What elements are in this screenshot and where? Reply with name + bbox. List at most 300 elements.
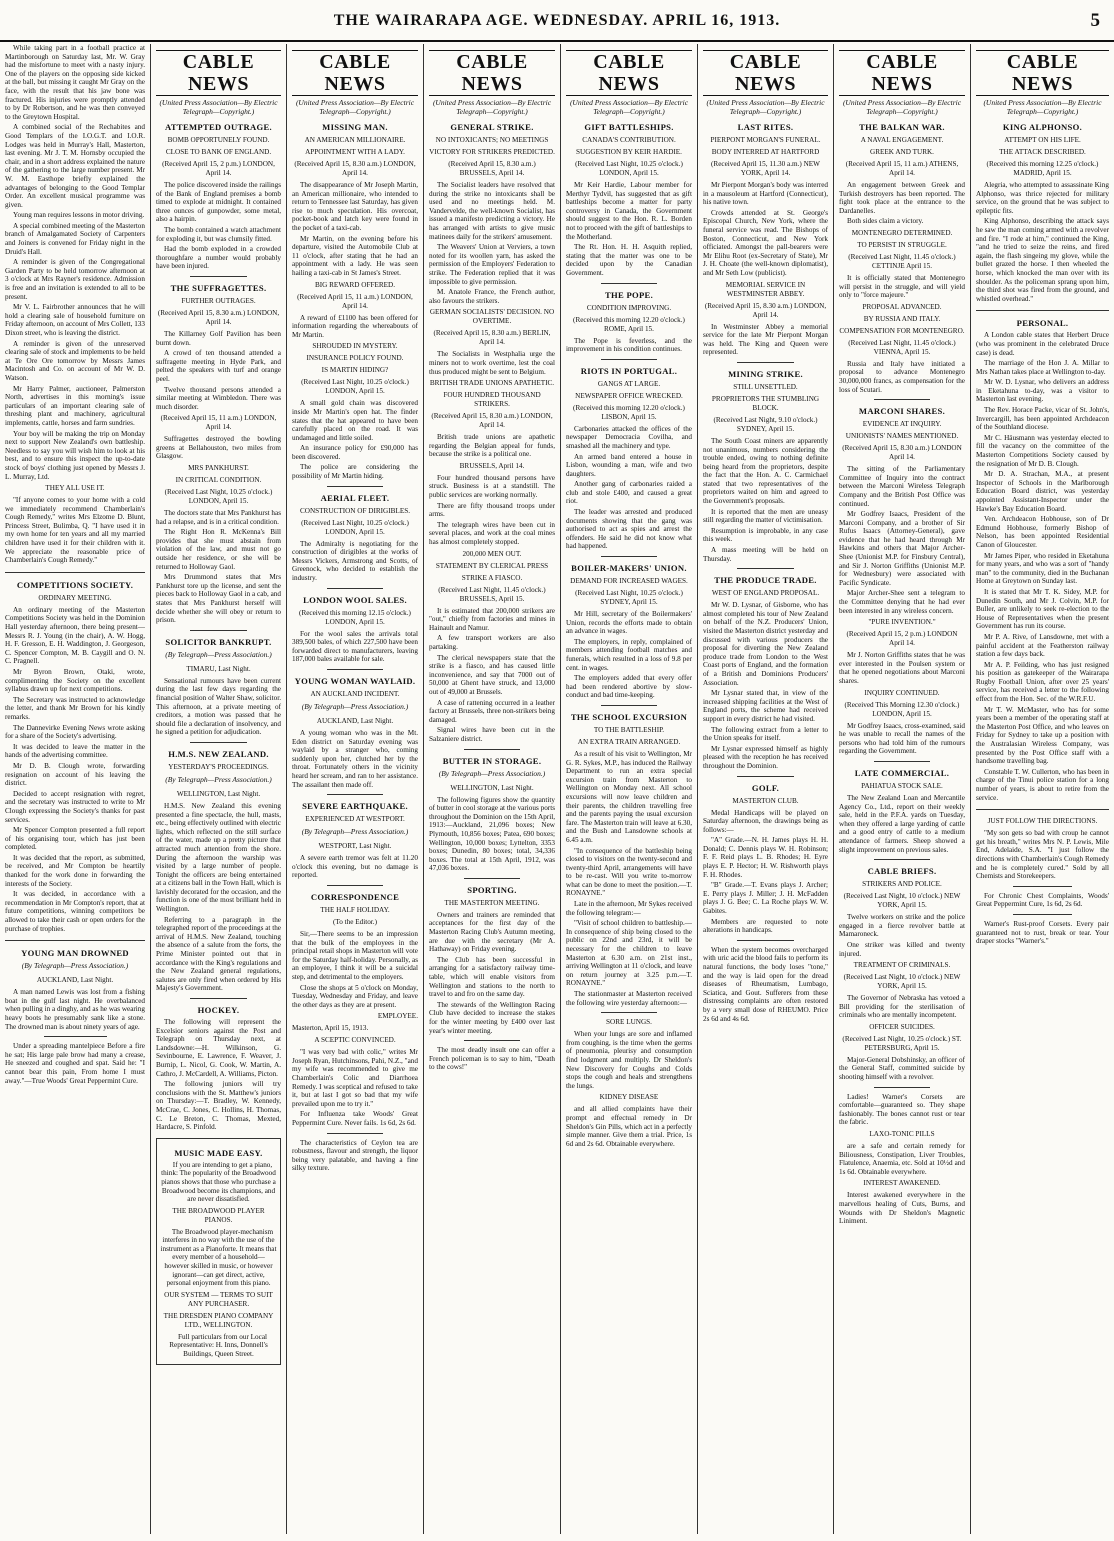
article-heading: KING ALPHONSO. <box>1002 122 1083 132</box>
article-heading: GENERAL STRIKE. <box>450 122 534 132</box>
article-paragraph: "I was very bad with colic," writes Mr Joseph Ryan, Hutchinsons, Pahi, N.Z., "and my wife was recommended to give me Chamberlain's Colic and Diarrhoea Remedy. I was sceptical and refused to take it, but at last I got so bad that my wife prevailed upon me to try it." <box>292 1048 418 1108</box>
subheading: PAHIATUA STOCK SALE. <box>861 781 943 790</box>
column-4 <box>423 44 560 1534</box>
subheading: AN AUCKLAND INCIDENT. <box>310 690 400 698</box>
column-7 <box>833 44 970 1534</box>
article-heading: LONDON WOOL SALES. <box>303 594 407 605</box>
article-paragraph: Russia and Italy have initiated a proposal to advance Montenegro 30,000,000 francs, as compensation for the loss of Scutari. <box>839 359 965 394</box>
subheading: GANGS AT LARGE. <box>597 379 661 388</box>
divider <box>190 998 246 999</box>
article-paragraph: King Alphonso, describing the attack says he saw the man coming armed with a revolver and fire. "I rode at him," continued the King, "and he tried to seize the reins, and fired again, the flash singeing my glove, while the bullet grazed the horse. I then wheeled the horse, which knocked the man over with its shoulder. As the policeman sprang upon him, the third shot was fired from the ground, and whistled overhead." <box>976 217 1109 303</box>
subheading: BIG REWARD OFFERED. <box>314 280 396 289</box>
article-paragraph: Suffragettes destroyed the bowling greens at Bellahouston, two miles from Glasgow. <box>156 435 281 461</box>
divider <box>737 362 793 363</box>
divider <box>5 572 145 573</box>
subheading: IS MARTIN HIDING? <box>321 366 389 375</box>
dateline: (Received April 15, 11 a.m.) LONDON, April 14. <box>297 292 413 310</box>
article-paragraph: Mr Pierpont Morgan's body was interred in a mausoleum at Hartford (Connecticut), his native town. <box>703 181 828 207</box>
article-paragraph: Mr C. Häusmann was yesterday elected to fill the vacancy on the committee of the Masterton Competitions Society caused by the resignation of Mr D. B. Clough. <box>976 433 1109 468</box>
article-paragraph: A case of rattening occurred in a leather factory at Brussels, three non-strikers being damaged. <box>429 698 555 724</box>
subheading: DEMAND FOR INCREASED WAGES. <box>570 577 688 586</box>
article-paragraph: One striker was killed and twenty injured. <box>839 940 965 958</box>
article-paragraph: For Chronic Chest Complaints, Woods' Great Peppermint Cure, 1s 6d, 2s 6d. <box>976 891 1109 909</box>
article-paragraph: The Secretary was instructed to acknowledge the letter, and thank Mr Brown for his kindly remarks. <box>5 695 145 721</box>
divider <box>327 885 384 886</box>
subheading: "PURE INVENTION." <box>868 618 936 627</box>
article-paragraph: H.M.S. New Zealand this evening presented a fine spectacle, the hull, masts, etc., being effectively outlined with electric lights, which reflected on the still surface of the water, made up a pretty picture that attracted much attention from the shore. During the afternoon the warship was visited by a large number of people. Tonight the officers are being entertained at a citizens ball in the Town Hall, which is lavishly decorated for the occasion, and the function is one of the most brilliant held in Wellington. <box>156 801 281 914</box>
article-heading: MISSING MAN. <box>322 122 388 132</box>
article-paragraph: When the system becomes overcharged with uric acid the blood fails to perform its natural functions, the body loses "tone," and the way is laid open for the dread diseases of Rheumatism, Lumbago, Sciatica, and Gout. Sufferers from these distressing complaints are often restored by a very small dose of RHEUMO. Price 2s 6d and 4s 6d. <box>703 945 828 1023</box>
subheading: ATTEMPT ON HIS LIFE. <box>1004 136 1081 144</box>
article-paragraph: Twelve thousand persons attended a similar meeting at Wimbledon. There was much disorder. <box>156 385 281 411</box>
article-paragraph: Resumption is improbable, in any case this week. <box>703 526 828 544</box>
article-heading: PERSONAL. <box>1016 318 1069 329</box>
dateline: (Received Last Night, 10.25 o'clock.) ST. PETERSBURG, April 15. <box>842 1034 962 1052</box>
subheading: BODY INTERRED AT HARTFORD <box>711 148 820 156</box>
subheading: SORE LUNGS. <box>606 1018 652 1027</box>
subheading: FOUR HUNDRED THOUSAND STRIKERS. <box>443 391 541 409</box>
divider <box>327 1133 384 1134</box>
article-paragraph: Members are requested to note alterations in handicaps. <box>703 917 828 935</box>
article-paragraph: The bomb contained a watch attachment for exploding it, but was clumsily fitted. <box>156 225 281 243</box>
subheading: INQUIRY CONTINUED. <box>864 688 940 697</box>
article-heading: THE BALKAN WAR. <box>859 122 945 132</box>
subheading: PIERPONT MORGAN'S FUNERAL. <box>710 136 821 144</box>
article-paragraph: Carbonaries attacked the offices of the newspaper Democracia Covilha, and smashed all the machinery and type. <box>566 424 692 450</box>
dateline: (Received April 15, 8.30 a.m.) BRUSSELS, April 14. <box>448 160 536 177</box>
article-heading: CABLE BRIEFS. <box>867 866 937 877</box>
subheading: STRIKERS AND POLICE. <box>862 880 942 889</box>
article-paragraph: Referring to a paragraph in the telegraphed report of the proceedings at the arrival of H.M.S. New Zealand, touching the absence of a salute from the forts, the Prime Minister pointed out that in accordance with the King's regulations and the New Zealand general regulations, salutes are only fired when ordered by His Majesty's Government. <box>156 915 281 993</box>
subheading: PROPRIETORS THE STUMBLING BLOCK. <box>711 394 820 412</box>
article-heading: COMPETITIONS SOCIETY. <box>16 579 134 590</box>
article-paragraph: Mr J. Norton Griffiths states that he was ever interested in the Poulsen system or that he opened negotiations about Marconi shares. <box>839 651 965 685</box>
article-heading: RIOTS IN PORTUGAL. <box>580 365 678 376</box>
article-heading: H.M.S. NEW ZEALAND. <box>168 748 269 759</box>
article-paragraph: Late in the afternoon, Mr Sykes received the following telegram:— <box>566 900 692 917</box>
subheading: VICTORY FOR STRIKERS PREDICTED. <box>429 148 555 156</box>
cable-news-banner: CABLE NEWS <box>566 50 692 96</box>
subheading: WEST OF ENGLAND PROPOSAL. <box>711 589 820 598</box>
article-paragraph: The telegraph wires have been cut in several places, and work at the coal mines has almost completely stopped. <box>429 520 555 547</box>
cable-news-credit: (United Press Association—By Electric Telegraph—Copyright.) <box>706 98 825 116</box>
ad-subheading: THE BROADWOOD PLAYER PIANOS. <box>172 1206 265 1224</box>
article-paragraph: Mr Martin, on the evening before his departure, visited the Automobile Club at 11 o'clock, after stating that he had an appointment with a lady. He was seen hailing a taxi-cab in St James's Street. <box>292 234 418 277</box>
subheading: LAXO-TONIC PILLS <box>869 1130 935 1139</box>
article-paragraph: Mr Lysnar stated that, in view of the increased shipping facilities at the West of England ports, the scheme had received support in every district he had visited. <box>703 689 828 723</box>
article-paragraph: and all allied complaints have their prompt and effectual remedy in Dr Sheldon's Gin Pills, which act in a perfectly simple manner. Give them a trial. Price, 1s 6d and 2s 6d. Obtainable everywhere. <box>566 1105 692 1148</box>
article-paragraph: Constable T. W. Cullerton, who has been in charge of the Tinui police station for a long number of years, is about to retire from the service. <box>976 767 1109 802</box>
article-paragraph: The most deadly insult one can offer a French policeman is to say to him, "Death to the cows!" <box>429 1046 555 1072</box>
article-paragraph: The doctors state that Mrs Pankhurst has had a relapse, and is in a critical condition. <box>156 509 281 526</box>
cable-news-banner: CABLE NEWS <box>976 50 1109 96</box>
divider <box>327 669 384 670</box>
article-paragraph: Mr Godfrey Isaacs, cross-examined, said he was unable to recall the names of the persons who had told him of the rumours regarding the Government. <box>839 721 965 756</box>
subheading: INTEREST AWAKENED. <box>863 1179 941 1188</box>
credit-line: (By Telegraph—Press Association.) <box>301 827 409 837</box>
article-paragraph: In Westminster Abbey a memorial service for the late Mr Pierpont Morgan was held. The King and Queen were represented. <box>703 322 828 357</box>
article-paragraph: Mr V. L. Fairbrother announces that he will hold a clearing sale of household furniture on Friday afternoon, on account of Mrs Collett, 133 Dixon street, who is leaving the district. <box>5 303 145 337</box>
cable-news-banner: CABLE NEWS <box>156 50 281 96</box>
dateline: (Received this morning 12.25 o'clock.) MADRID, April 15. <box>986 160 1099 177</box>
subheading: STATEMENT BY CLERICAL PRESS <box>435 561 549 570</box>
article-paragraph: The Killarney Golf Pavilion has been burnt down. <box>156 329 281 347</box>
article-paragraph: It was decided, in accordance with a recommendation in Mr Compton's report, that at future competitions, winning competitors be allowed to take their cash or open orders for the purchase of trophies. <box>5 890 145 933</box>
article-paragraph: Mr Godfrey Isaacs, President of the Marconi Company, and a brother of Sir Rufus Isaacs (Attorney-General), gave evidence that he had heard through Mr Hawkins and others that Major Archer-Shee (Unionist M.P. for Finsbury Central), and Sir J. Norton Griffiths (Unionist M.P. for Wednesbury) were associated with Pacific Syndicate. <box>839 510 965 587</box>
article-paragraph: The South Coast miners are apparently not unanimous, numbers considering the trouble ended, owing to nothing definite being heard from the proprietors, despite the fact that the Hon. A. C. Carmichael stated that two representatives of the proprietors waited on him and agreed to the Government's proposals. <box>703 436 828 506</box>
article-heading: THE SUFFRAGETTES. <box>170 282 267 293</box>
subheading: GREEK AND TURK. <box>870 148 934 156</box>
article-heading: ATTEMPTED OUTRAGE. <box>165 122 272 132</box>
subheading: INSURANCE POLICY FOUND. <box>306 354 404 363</box>
article-paragraph: A combined social of the Rechabites and Good Templars of the I.O.G.T. and I.O.R. Lodges was held in Murray's Hall, Masterton, last evening. Mr J. T. M. Hornsby occupied the chair, and in a short address explained the nature of the gathering to the large number present. Mr W. M. Easthope briefly explained the advantages of belonging to the Good Templar Order. An excellent musical programme was given. <box>5 123 146 209</box>
article-paragraph: are a safe and certain remedy for Biliousness, Constipation, Liver Troubles, Flatulence, Anaemia, etc. Sold at 10½d and 1s 6d. Obtainable everywhere. <box>839 1142 965 1176</box>
subheading: AN EXTRA TRAIN ARRANGED. <box>577 737 681 746</box>
article-paragraph: For the wool sales the arrivals total 389,500 bales, of which 227,500 have been forwarded direct to manufacturers, leaving 187,000 bales available for sale. <box>292 629 418 664</box>
divider <box>737 940 793 941</box>
article-paragraph: Four hundred thousand persons have struck. Business is at a standstill. The public services are working normally. <box>429 473 555 500</box>
ad-text: The Broadwood player-mechanism interferes in no way with the use of the instrument as a Pianoforte. It means that every member of a household—however skilled in music, or however ignorant—can get direct, active, personal enjoyment from this piano. <box>160 1227 277 1288</box>
cable-news-credit: (United Press Association—By Electric Telegraph—Copyright.) <box>983 98 1102 116</box>
page-number: 5 <box>1090 10 1100 31</box>
article-paragraph: Had the bomb exploded in a crowded thoroughfare a number would probably have been injured. <box>156 245 281 271</box>
dateline: (Received April 15, 2 p.m.) LONDON April 14. <box>846 630 958 648</box>
divider <box>464 749 521 750</box>
article-paragraph: A man named Lewis was lost from a fishing boat in the gulf last night. He overbalanced when pulling in a dinghy, and as he was wearing heavy boots he presumably sank like a stone. The drowned man is about ninety years of age. <box>5 988 145 1031</box>
dateline: (Received April 15, 11.30 a.m.) NEW YORK, April 14. <box>711 160 820 177</box>
article-paragraph: The stationmaster at Masterton received the following wire yesterday afternoon:— <box>566 990 692 1007</box>
article-heading: SOLICITOR BANKRUPT. <box>165 636 272 647</box>
subheading: FURTHER OUTRAGES. <box>181 296 256 305</box>
subheading: A SCEPTIC CONVINCED. <box>314 1036 396 1045</box>
credit-line: (By Telegraph—Press Association.) <box>21 961 129 971</box>
article-paragraph: Mr A. P. Feilding, who has just resigned his position as gatekeeper of the Wairarapa Rugby Football Union, after over 25 years' service, has received a letter to the following effect from the Hon. Sec. of the W.R.F.U. <box>976 660 1109 704</box>
article-heading: LAST RITES. <box>737 122 794 132</box>
dateline: (Received This Morning 12.30 o'clock.) LONDON, April 15. <box>844 700 960 718</box>
article-paragraph: Your boy will be making the trip on Monday next to support New Zealand's own battleship. Needless to say you will wish him to look at his best, and to ensure this inspect the up-to-date stock of boys' clothing just opened by Messrs J. L. Murray, Ltd. <box>5 429 145 481</box>
article-paragraph: A reminder is given of the Congregational Garden Party to be held tomorrow afternoon at 3 o'clock at Mrs Rayner's residence. Admission is free and an invitation is extended to all to be present. <box>5 258 145 301</box>
subheading: IN CRITICAL CONDITION. <box>175 476 262 485</box>
article-paragraph: Crowds attended at St. George's Episcopal Church, New York, where the funeral service was read. The Bishops of Boston, Connecticut, and New York officiated. Amongst the pall-bearers were Mr Elihu Root (ex-Secretary of State), Mr J. H. Choate (the well-known diplomatist), and Mr Seth Low (publicist). <box>703 208 828 277</box>
credit-line: (By Telegraph—Press Association.) <box>438 768 546 778</box>
column-3 <box>286 44 423 1534</box>
article-paragraph: Major Archer-Shee sent a telegram to the Committee denying that he had ever been interested in any wireless concern. <box>839 589 965 615</box>
article-paragraph: Mr W. D. Lysnar, of Gisborne, who has almost completed his tour of New Zealand on behalf of the N.Z. Producers' Union, visited the Masterton district yesterday and discussed with various producers the proposal for diverting the New Zealand produce trade from London to the West Coast ports of England, and the formation of a British and Dominions Producers' Association. <box>703 601 828 687</box>
divider <box>601 556 658 557</box>
subheading: UNIONISTS' NAMES MENTIONED. <box>845 432 959 441</box>
subheading: BOMB OPPORTUNELY FOUND. <box>167 136 270 144</box>
article-paragraph: The clerical newspapers state that the strike is a fiasco, and has caused little inconvenience, and say that 7000 out of 50,000 at Ghent have struck, and 13,000 out of 49,000 at Brussels. <box>429 653 555 696</box>
article-paragraph: The Admiralty is negotiating for the construction of dirigibles at the works of Messrs Vickers, Armstrong and Scotts, of Greenock, who decided to establish the industry. <box>292 539 418 583</box>
article-paragraph: Mr Harry Palmer, auctioneer, Palmerston North, advertises in this morning's issue particulars of an important clearing sale of threshing plant and machinery, agricultural implements, cattle, horses and farm sundries. <box>5 384 145 427</box>
masthead-title: THE WAIRARAPA AGE. WEDNESDAY. APRIL 16, 1913. <box>333 12 781 29</box>
article-paragraph: Mr Hill, secretary of the Boilermakers' Union, records the efforts made to obtain an advance in wages. <box>566 610 692 636</box>
divider <box>5 940 145 941</box>
article-paragraph: The employers, in reply, complained of members attending football matches and funerals, which resulted in a loss of 9.8 per cent. in wages. <box>566 637 692 672</box>
divider <box>44 1036 107 1037</box>
article-paragraph: "Visit of school children to battleship.—In consequence of ship being closed to the public on 22nd and 23rd, it will be necessary for the children to leave Masterton at 6.30 a.m. on 21st inst., arriving Wellington at 11 o'clock, and leave on return journey at 3.25 p.m.—T. RONAYNE." <box>566 919 692 988</box>
credit-line: (By Telegraph—Press Association.) <box>165 774 272 784</box>
masthead <box>0 0 1114 42</box>
subheading: TO THE BATTLESHIP. <box>593 725 665 734</box>
article-heading: MINING STRIKE. <box>728 368 803 379</box>
divider <box>976 809 1109 810</box>
ad-text: If you are intending to get a piano, think: The popularity of the Broadwood pianos shows that those who purchase a Broadwood become its champions, and are never dissatisfied. <box>161 1160 276 1204</box>
divider <box>601 705 658 706</box>
article-paragraph: Mr T. W. McMaster, who has for some years been a member of the operating staff at the Masterton Post Office, and who leaves on Friday for Sydney to take up a position with the Australasian Wireless Company, was presented by the Post Office staff with a handsome travelling bag. <box>976 705 1109 766</box>
ad-subheading: THE DRESDEN PIANO COMPANY LTD., WELLINGTON. <box>163 1311 274 1329</box>
divider <box>874 761 931 762</box>
article-paragraph: Sensational rumours have been current during the last few days regarding the financial position of Walter Shaw, solicitor. This afternoon, at a private meeting of creditors, a motion was passed that he should file a declaration of insolvency, and he signed a petition for adjudication. <box>156 676 281 737</box>
subheading: OFFICER SUICIDES. <box>869 1022 935 1031</box>
article-paragraph: Twelve workers on strike and the police engaged in a fierce revolver battle at Mamaroneck. <box>839 913 965 939</box>
article-paragraph: The marriage of the Hon J. A. Millar to Mrs Nathan takes place at Wellington to-day. <box>976 359 1109 376</box>
subheading: MASTERTON CLUB. <box>732 796 799 805</box>
article-heading: YOUNG MAN DROWNED <box>21 948 129 959</box>
cable-news-banner: CABLE NEWS <box>839 50 965 96</box>
subheading: GERMAN SOCIALISTS' DECISION. NO OVERTIME. <box>429 308 555 326</box>
article-paragraph: Owners and trainers are reminded that acceptances for the first day of the Masterton Racing Club's Autumn meeting, are due with the secretary (Mr A. Hathaway) on Friday evening. <box>429 910 555 954</box>
subheading: SHROUDED IN MYSTERY. <box>312 342 398 351</box>
article-paragraph: Sir,—There seems to be an impression that the bulk of the employees in the principal retail shops in Masterton will vote for the Saturday half-holiday. Personally, as an employee, I think it will be a suicidal step, and detrimental to the employers. <box>292 929 418 981</box>
article-heading: BUTTER IN STORAGE. <box>442 755 542 766</box>
dateline: TIMARU, Last Night. <box>186 664 251 673</box>
article-paragraph: The Governor of Nebraska has vetoed a Bill providing for the sterilisation of criminals who are mentally incompetent. <box>839 994 965 1020</box>
article-heading: THE POPE. <box>604 289 654 300</box>
dateline: (Received April 15, 8.30 a.m.) LONDON, April 14. <box>704 301 827 319</box>
dateline: AUCKLAND, Last Night. <box>36 976 114 985</box>
article-paragraph: Medal Handicaps will be played on Saturday afternoon, the drawings being as follows:— <box>703 808 828 834</box>
column-6 <box>697 44 833 1534</box>
article-paragraph: The stewards of the Wellington Racing Club have decided to increase the stakes for the winter meeting by £400 over last year's winter meeting. <box>429 1000 555 1035</box>
dateline: (Received this morning 12.20 o'clock.) ROME, April 15. <box>573 315 685 333</box>
subheading: NEWSPAPER OFFICE WRECKED. <box>575 391 683 400</box>
subheading: CLOSE TO BANK OF ENGLAND. <box>165 148 272 156</box>
divider <box>976 310 1109 311</box>
subheading: SUGGESTION BY KEIR HARDIE. <box>576 148 682 156</box>
divider <box>874 859 931 860</box>
article-heading: SPORTING. <box>467 884 517 895</box>
divider <box>874 1087 931 1088</box>
subheading: MONTENEGRO DETERMINED. <box>851 228 953 237</box>
article-paragraph: A reward of £1100 has been offered for information regarding the whereabouts of Mr Martin. <box>292 313 418 339</box>
article-heading: THE SCHOOL EXCURSION <box>570 711 688 722</box>
divider <box>190 742 246 743</box>
dateline: (Received Last Night, 10.25 o'clock.) SYDNEY, April 15. <box>575 589 683 607</box>
article-paragraph: The Dannevirke Evening News wrote asking for a share of the Society's advertising. <box>5 723 145 741</box>
dateline: Masterton, April 15, 1913. <box>292 1024 369 1033</box>
article-heading: HOCKEY. <box>197 1005 240 1015</box>
article-paragraph: The New Zealand Loan and Mercantile Agency Co., Ltd., report on their weekly sale, held in the P.F.A. yards on Tuesday, when they offered a large yarding of cattle and a good entry of cattle to a medium attendance of farmers. Sheep showed a slight improvement on previous sales. <box>839 793 965 854</box>
article-paragraph: A London cable states that Herbert Druce (who was prominent in the celebrated Druce case) is dead. <box>976 331 1109 357</box>
divider <box>601 359 658 360</box>
divider <box>464 1040 521 1041</box>
dateline: (Received April 15, 2 p.m.) LONDON, April 14. <box>162 160 275 177</box>
dateline: (Received Last Night, 10 o'clock.) NEW YORK, April 15. <box>843 892 961 910</box>
column-2 <box>150 44 286 1534</box>
divider <box>190 630 246 631</box>
article-paragraph: Signal wires have been cut in the Salzaniere district. <box>429 726 555 743</box>
article-paragraph: Mrs Drummond states that Mrs Pankhurst tore up the license, and sent the pieces back to Holloway Gaol in a cab, and states that Mrs Pankhurst herself will decide whether she will obey or return to prison. <box>156 573 281 625</box>
article-heading: AERIAL FLEET. <box>320 492 390 503</box>
subheading: TREATMENT OF CRIMINALS. <box>853 961 951 970</box>
article-paragraph: An engagement between Greek and Turkish destroyers has been reported. The fight took place at the entrance to the Dardanelles. <box>839 181 965 215</box>
dateline: (Received April 15, 11 a.m.) LONDON, April 14. <box>160 414 277 432</box>
divider <box>601 283 658 284</box>
subheading: EXPERIENCED AT WESTPORT. <box>305 815 405 824</box>
subheading: YESTERDAY'S PROCEEDINGS. <box>168 762 269 771</box>
article-paragraph: M. Anatole France, the French author, also favours the strikers. <box>429 288 555 305</box>
article-paragraph: British trade unions are apathetic regarding the Belgian appeal for funds, because the strike is a political one. <box>429 433 555 459</box>
article-paragraph: "In consequence of the battleship being closed to visitors on the twenty-second and twenty-third April, arrangements will have to be re-cast. Will you write to-morrow what can be done to meet the position.—T. RONAYNE." <box>566 846 692 898</box>
dateline: (Received Last Night, 11.45 o'clock.) CETTINJE April 15. <box>848 252 956 270</box>
article-paragraph: The police are considering the possibility of Mr Martin hiding. <box>292 463 418 481</box>
cable-news-banner: CABLE NEWS <box>703 50 828 96</box>
credit-line: (By Telegraph—Press Association.) <box>301 702 409 711</box>
article-paragraph: Close the shops at 5 o'clock on Monday, Tuesday, Wednesday and Friday, and leave the other days as they are at present. <box>292 983 418 1009</box>
article-paragraph: The characteristics of Ceylon tea are robustness, flavour and strength, the liquor being very palatable, and having a fine silky texture. <box>292 1138 418 1173</box>
article-paragraph: A special combined meeting of the Masterton branch of Amalgamated Society of Carpenters and Joiners is convened for Friday night in the Druid's Hall. <box>5 221 145 256</box>
dateline: (Received Last Night, 10.25 o'clock.) LONDON, April 15. <box>575 160 683 177</box>
article-paragraph: The employers added that every offer had been rendered abortive by slow-conduct and bad time-keeping. <box>566 674 692 700</box>
dateline: (Received April 15, 8.30 a.m.) LONDON, April 14. <box>431 412 553 430</box>
subheading: TO PERSIST IN STRUGGLE. <box>857 240 947 249</box>
subheading: PROPOSAL ADVANCED. <box>862 302 942 311</box>
article-paragraph: Decided to accept resignation with regret, and the secretary was instructed to write to Mr Clough expressing the Society's thanks for past services. <box>5 789 145 824</box>
subheading: COMPENSATION FOR MONTENEGRO. <box>839 326 965 335</box>
cable-news-banner: CABLE NEWS <box>292 50 418 96</box>
article-paragraph: Mr James Piper, who resided in Eketahuna for many years, and who was a sort of "handy man" to the community, died in the Buchanan Home at Greytown on Sunday last. <box>976 551 1109 586</box>
article-paragraph: An insurance policy for £90,000 has been discovered. <box>292 444 418 461</box>
article-heading: MARCONI SHARES. <box>858 406 946 417</box>
subheading: EVIDENCE AT INQUIRY. <box>862 420 942 429</box>
article-paragraph: Mr D. A. Strachan, M.A., at present Inspector of Schools in the Marlborough Education Board district, was yesterday appointed Assistant-Inspector under the Hawke's Bay Education Board. <box>976 470 1109 513</box>
subheading: JUST FOLLOW THE DIRECTIONS. <box>987 817 1098 826</box>
article-paragraph: The Socialist leaders have resolved that during the strike no intoxicants shall be used and no meetings held. M. Vandervelde, the well-known Socialist, has issued a manifesto predicting a victory. He has arranged with artists to give music matinees daily for the strikers' amusement. <box>429 181 555 241</box>
cable-news-credit: (United Press Association—By Electric Telegraph—Copyright.) <box>295 98 415 116</box>
subheading: ORDINARY MEETING. <box>38 593 112 602</box>
cable-news-credit: (United Press Association—By Electric Telegraph—Copyright.) <box>569 98 689 116</box>
subheading: THE MASTERTON MEETING. <box>444 898 540 907</box>
dateline: WESTPORT, Last Night. <box>318 842 392 851</box>
article-paragraph: The following figures show the quantity of butter in cool storage at the various ports throughout the Dominion on the 15th April, 1913:—Auckland, 21,096 boxes; New Plymouth, 10,856 boxes; Patea, 690 boxes; Wellington, 10,000 boxes; Lyttelton, 3353 boxes; Dunedin, 80 boxes; total, 34,336 boxes. The total at 15th April, 1912, was 47,036 boxes. <box>429 795 555 873</box>
subheading: 200,000 MEN OUT. <box>462 549 522 558</box>
subheading: CONDITION IMPROVING. <box>586 303 672 312</box>
article-paragraph: Another gang of carbonaries raided a club and stole £400, and caused a great riot. <box>566 480 692 506</box>
subheading: APPOINTMENT WITH A LADY. <box>305 148 405 156</box>
article-paragraph: The police discovered inside the railings of the Bank of England premises a bomb timed to explode at midnight. It contained three ounces of gunpowder, some metal, also a hairpin. <box>156 181 281 224</box>
divider <box>1013 886 1073 887</box>
article-paragraph: The leader was arrested and produced documents showing that the gang was authorised to act as spies and arrest the offenders. He said he did not know what had happened. <box>566 508 692 551</box>
subheading: CANADA'S CONTRIBUTION. <box>582 136 676 144</box>
dateline: (Received Last Night, 10.25 o'clock.) LONDON, April 15. <box>301 378 409 396</box>
article-paragraph: The Pope is feverless, and the improvement in his condition continues. <box>566 336 692 354</box>
dateline: (Received April 15, 8.30 a.m.) LONDON, April 14. <box>294 160 416 177</box>
article-paragraph: A few transport workers are also partaking. <box>429 634 555 651</box>
article-paragraph: The Club has been successful in arranging for a satisfactory railway time-table, which will enable visitors from Wellington and stations to the north to travel to and fro on the same day. <box>429 955 555 999</box>
cable-news-banner: CABLE NEWS <box>429 50 555 96</box>
article-heading: GOLF. <box>751 782 780 793</box>
article-paragraph: A mass meeting will be held on Thursday. <box>703 546 828 563</box>
column-1 <box>0 44 150 1534</box>
article-heading: BOILER-MAKERS' UNION. <box>571 563 687 574</box>
subheading: (To the Editor.) <box>332 917 377 926</box>
dateline: WELLINGTON, Last Night. <box>176 789 261 798</box>
article-paragraph: As a result of his visit to Wellington, Mr G. R. Sykes, M.P., has induced the Railway Department to run an extra special excursion train from Masterton to Wellington on Monday next. All school excursions will now leave children and their parents, the children travelling free and the parents paying the usual excursion fare. The Masterton train will leave at 6.30, and the Bush and Lansdowne schools at 6.45 a.m. <box>566 749 692 844</box>
article-paragraph: It is reported that the men are uneasy still regarding the matter of victimisation. <box>703 507 828 525</box>
cable-news-credit: (United Press Association—By Electric Telegraph—Copyright.) <box>432 98 552 116</box>
subheading: NO INTOXICANTS; NO MEETINGS <box>435 136 549 144</box>
article-paragraph: Warner's Rust-proof Corsets. Every pair guaranteed not to rust, break or tear. Your draper stocks "Warner's." <box>976 919 1109 946</box>
article-paragraph: Ladies! Warner's Corsets are comfortable—guaranteed so. They shape fashionably. The bones cannot rust or tear the fabric. <box>839 1092 965 1127</box>
dateline: (Received this morning 12.15 o'clock.) LONDON, April 15. <box>299 608 411 626</box>
subheading: KIDNEY DISEASE <box>599 1093 659 1102</box>
article-paragraph: Both sides claim a victory. <box>847 217 924 226</box>
dateline: (Received April 15, 8.30 a.m.) LONDON April 14. <box>842 444 962 462</box>
dateline: (Received this morning 12.20 o'clock.) LISBON, April 15. <box>573 403 685 421</box>
article-heading: THE PRODUCE TRADE. <box>714 575 817 586</box>
credit-line: (By Telegraph—Press Association.) <box>165 649 272 659</box>
article-paragraph: The Socialists in Westphalia urge the miners not to work overtime, lest the coal thus produced might be sent to Belgium. <box>429 350 555 376</box>
article-paragraph: It was decided to leave the matter in the hands of the advertising committee. <box>5 742 145 760</box>
subheading: THE HALF HOLIDAY. <box>320 905 390 914</box>
article-heading: CORRESPONDENCE <box>310 891 400 902</box>
subheading: MRS PANKHURST. <box>188 464 249 473</box>
article-paragraph: A small gold chain was discovered inside Mr Martin's open hat. The finder states that the hat appeared to have been carefully placed on the road. It was undamaged and little soiled. <box>292 399 418 442</box>
divider <box>1013 914 1073 915</box>
article-paragraph: The Rev. Horace Packe, vicar of St. John's, Invercargill, has been appointed Archdeacon of the Southland diocese. <box>976 406 1109 432</box>
dateline: (Received April 15, 8.30 a.m.) LONDON, April 14. <box>157 308 280 326</box>
article-heading: LATE COMMERCIAL. <box>854 767 950 778</box>
article-paragraph: There are fifty thousand troops under arms. <box>429 501 555 519</box>
dateline: (Received April 15, 8.30 a.m.) BERLIN, April 14. <box>433 329 551 347</box>
dateline: (Received April 15, 11 a.m.) ATHENS, April 14. <box>845 160 959 177</box>
article-heading: SEVERE EARTHQUAKE. <box>302 801 408 812</box>
dateline: BRUSSELS, April 14. <box>459 461 525 470</box>
article-paragraph: It was decided that the report, as submitted, be received, and Mr Compton be heartily thanked for the work done in forwarding the interests of the Society. <box>5 853 145 888</box>
article-paragraph: A young woman who was in the Mt. Eden district on Saturday evening was waylaid by a stranger who, coming suddenly upon her, clutched her by the throat. Fortunately others in the vicinity heard her scream, and ran to her assistance. The assailant then made off. <box>292 729 418 789</box>
article-paragraph: "A" Grade.—N. H. James plays H. H. Donald; C. Dennis plays W. H. Robinson; F. F. Reid plays L. B. Rhodes; H. Eyre plays E. P. Hector; H. W. Rishworth plays F. H. Rhodes. <box>703 836 828 879</box>
article-paragraph: It is estimated that 200,000 strikers are "out," chiefly from factories and mines in Hainault and Namur. <box>429 606 555 632</box>
article-paragraph: Mr Keir Hardie, Labour member for Merthyr Tydvil, has suggested that as gift battleships become a matter for party controversy in Canada, the Government should suggest to the Hon. R. L. Borden not to proceed with the gift of battleships to the Motherland. <box>566 181 692 241</box>
divider <box>737 776 793 777</box>
dateline: WELLINGTON, Last Night. <box>450 783 534 792</box>
article-paragraph: Mr Lysnar expressed himself as highly pleased with the reception he has received throughout the Dominion. <box>703 744 828 770</box>
article-paragraph: Interest awakened everywhere in the marvellous healing of Cuts, Burns, and Wounds with Dr Sheldon's Magnetic Liniment. <box>839 1191 965 1226</box>
article-paragraph: The Weavers' Union at Verviers, a town noted for its woollen yarn, has asked the permission of the Employers' Federation to strike. The Federation replied that it was impossible to give permission. <box>429 243 555 286</box>
article-paragraph: A severe earth tremor was felt at 11.20 o'clock this evening, but no damage is reported. <box>292 854 418 880</box>
dateline: (Received Last Night, 10.25 o'clock.) LONDON, April 15. <box>164 488 273 506</box>
article-paragraph: Mr P. A. Rive, of Lansdowne, met with a painful accident at the Featherston railway station a few days back. <box>976 632 1109 659</box>
dateline: (Received Last Night, 11.45 o'clock.) BRUSSELS, April 15. <box>438 585 546 603</box>
column-8 <box>970 44 1114 1534</box>
article-paragraph: The following extract from a letter to the Union speaks for itself. <box>703 725 828 743</box>
article-paragraph: A crowd of ten thousand attended a suffragette meeting in Hyde Park, and pelted the speakers with turf and orange peel. <box>156 349 281 383</box>
ad-subheading: OUR SYSTEM — TERMS TO SUIT ANY PURCHASER. <box>164 1290 273 1308</box>
article-paragraph: The sitting of the Parliamentary Committee of Inquiry into the contract between the Marconi Wireless Telegraph Company and the British Post Office was continued. <box>839 465 965 508</box>
subheading: THE ATTACK DESCRIBED. <box>999 148 1086 156</box>
article-paragraph: "B" Grade.—T. Evans plays J. Archer; E. Perry plays J. Miller; J. H. McFadden plays J. G. Bee; C. La Roche plays W. W. Gabites. <box>703 881 828 916</box>
article-paragraph: The disappearance of Mr Joseph Martin, an American millionaire, who intended to return to Tennessee last Saturday, has given rise to much speculation. His overcoat, pocket-book and latch key were found in the pocket of a taxi-cab. <box>292 181 418 232</box>
article-paragraph: Major-General Dobshinsky, an officer of the General Staff, committed suicide by shooting himself with a revolver. <box>839 1055 965 1082</box>
subheading: BY RUSSIA AND ITALY. <box>863 314 941 323</box>
article-paragraph: An armed band entered a house in Lisbon, wounding a man, wife and two daughters. <box>566 452 692 478</box>
article-paragraph: The Right Hon R. McKenna's Bill provides that she must abstain from violation of the law, and must not go outside her residence, or she will be returned to Holloway Gaol. <box>156 528 281 571</box>
dateline: (Received Last Night, 9.10 o'clock.) SYDNEY, April 15. <box>713 415 818 433</box>
article-paragraph: Under a spreading mantelpiece Before a fire he sat; His large pale brow had many a crease, He sneezed and coughed and spat. Said he: "I cannot bear this pain, From home I must away."—True Woods' Great Peppermint Cure. <box>5 1042 145 1085</box>
subheading: THEY ALL USE IT. <box>45 484 105 493</box>
article-paragraph: The following juniors will try conclusions with the St. Matthew's juniors on Thursday:—T. Bradley, W. Kennedy, McCrae, C. Jones, C. Hollins, H. Thomas, C. Le Breton, C. Thomas, Mexted, Hardacre, S. Pinfold. <box>156 1080 281 1132</box>
